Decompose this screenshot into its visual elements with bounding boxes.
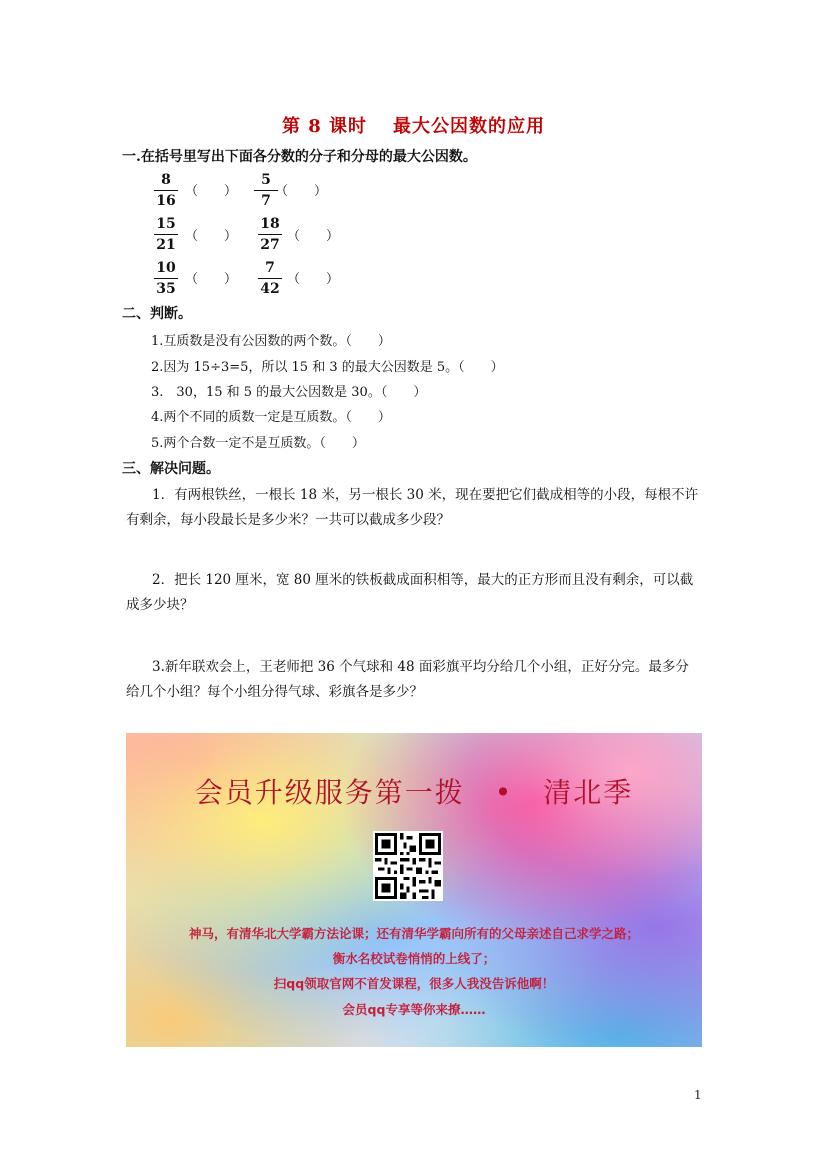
page-number: 1 [694,1088,702,1102]
section1-heading: 一.在括号里写出下面各分数的分子和分母的最大公因数。 [122,149,477,165]
fraction-bar [258,278,282,279]
fraction-denominator: 16 [156,193,176,210]
lesson-topic: 最大公因数的应用 [393,116,546,137]
fraction-bar [154,190,178,191]
answer-blank: （ ） [275,184,328,199]
fraction-numerator: 15 [156,216,176,232]
fraction-denominator: 42 [260,281,280,298]
banner-line: 神马，有清华北大学霸方法论课；还有清华学霸向所有的父母亲述自己求学之路； [188,926,639,941]
fraction-bar [154,278,178,279]
answer-blank: （ ） [185,272,238,287]
fraction [154,172,178,209]
fraction-denominator: 27 [260,237,280,254]
word-problem-text: 1．有两根铁丝，一根长 18 米，另一根长 30 米，现在要把它们截成相等的小段，每根不许有剩余，每小段最长是多少米？一共可以截成多少段？ [126,487,699,528]
word-problem-text: 2．把长 120 厘米，宽 80 厘米的铁板截成面积相等，最大的正方形而且没有剩余，可以截成多少块？ [126,572,694,613]
word-problem [126,483,702,533]
page-title [0,112,827,138]
word-problem [126,568,702,618]
promo-banner [126,733,702,1047]
banner-line: 会员qq专享等你来撩…… [342,1002,486,1017]
word-problem-text: 3.新年联欢会上，王老师把 36 个气球和 48 面彩旗平均分给几个小组，正好分完。最多分给几个小组？每个小组分得气球、彩旗各是多少？ [126,659,689,700]
fraction [154,216,178,253]
fraction-denominator: 35 [156,281,176,298]
banner-line: 扫qq领取官网不首发课程，很多人我没告诉他啊！ [273,976,555,991]
fraction [258,260,282,297]
answer-blank: （ ） [185,184,238,199]
fraction-numerator: 8 [161,172,171,188]
fraction-bar [154,234,178,235]
section2-heading: 二、判断。 [122,306,192,322]
fraction-numerator: 18 [260,216,280,232]
fraction-numerator: 7 [265,260,275,276]
fraction-bar [258,234,282,235]
word-problem [126,655,702,705]
true-false-item: 5.两个合数一定不是互质数。（ ） [151,436,365,451]
banner-line: 衡水名校试卷悄悄的上线了； [332,951,496,966]
fraction [154,260,178,297]
true-false-item: 3. 30，15 和 5 的最大公因数是 30。（ ） [151,385,427,400]
fraction-denominator: 7 [261,193,271,210]
true-false-item: 2.因为 15÷3=5，所以 15 和 3 的最大公因数是 5。（ ） [151,360,504,375]
fraction-numerator: 10 [156,260,176,276]
answer-blank: （ ） [185,229,238,244]
banner-title: 会员升级服务第一拨 • 清北季 [194,776,634,809]
true-false-item: 4.两个不同的质数一定是互质数。（ ） [151,410,391,425]
qr-code-icon[interactable] [373,831,443,901]
answer-blank: （ ） [287,272,340,287]
lesson-number: 第 8 课时 [281,116,368,137]
true-false-item: 1.互质数是没有公因数的两个数。（ ） [151,334,391,349]
fraction [258,216,282,253]
fraction-numerator: 5 [261,172,271,188]
answer-blank: （ ） [287,229,340,244]
fraction-denominator: 21 [156,237,176,254]
section3-heading: 三、解决问题。 [122,461,220,477]
